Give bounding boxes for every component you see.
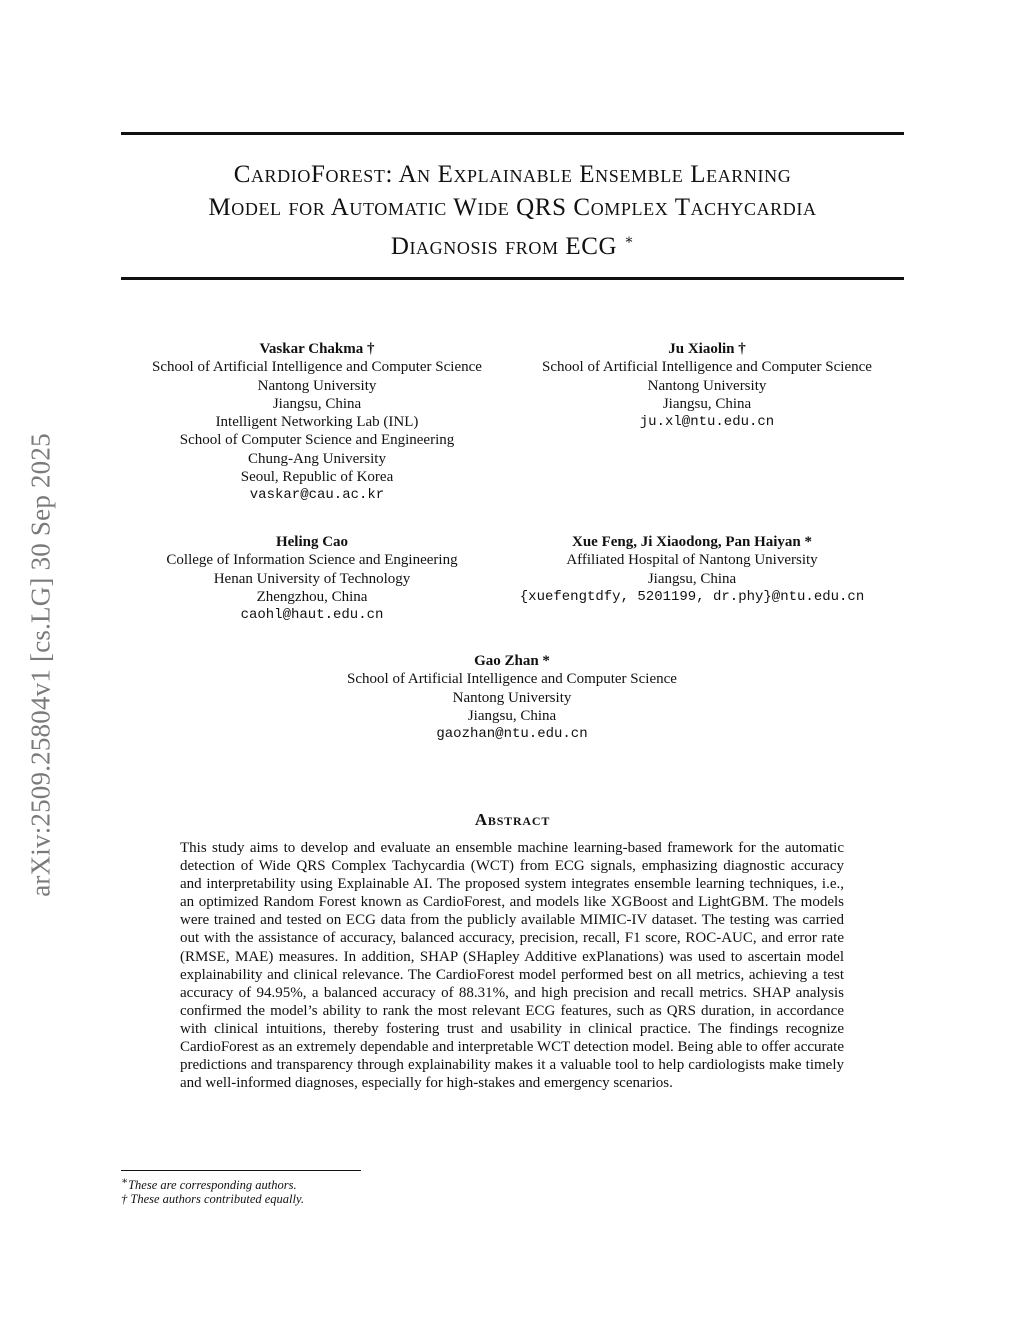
affiliation-line: Jiangsu, China	[272, 395, 362, 412]
author-block-xue-ji-pan	[497, 533, 887, 606]
affiliation-line: College of Information Science and Engineering	[166, 552, 458, 569]
footnote-marker: ∗	[121, 1176, 129, 1187]
title-line-1: CardioForest: An Explainable Ensemble Learning	[233, 161, 792, 188]
affiliation-line: Nantong University	[647, 377, 767, 394]
author-name: Ju Xiaolin †	[668, 341, 746, 357]
affiliation-line: Nantong University	[452, 689, 572, 706]
title-line-3	[121, 224, 904, 263]
author-email[interactable]: vaskar@cau.ac.kr	[249, 487, 385, 504]
author-email[interactable]: ju.xl@ntu.edu.cn	[639, 414, 775, 431]
title-bottom-rule	[121, 277, 904, 280]
author-name: Vaskar Chakma †	[259, 341, 375, 357]
title-top-rule	[121, 132, 904, 135]
affiliation-line: Jiangsu, China	[662, 395, 752, 412]
arxiv-identifier: arXiv:2509.25804v1 [cs.LG] 30 Sep 2025	[25, 433, 56, 897]
affiliation-line: Jiangsu, China	[467, 707, 557, 724]
author-name: Xue Feng, Ji Xiaodong, Pan Haiyan *	[571, 534, 813, 550]
affiliation-line: Zhengzhou, China	[256, 588, 368, 605]
affiliation-line: Chung-Ang University	[248, 450, 386, 467]
affiliation-line: School of Computer Science and Engineering	[179, 432, 455, 449]
author-email[interactable]: caohl@haut.edu.cn	[240, 607, 384, 624]
footnote-corresponding	[121, 1175, 297, 1193]
affiliation-line: Seoul, Republic of Korea	[240, 469, 394, 486]
author-email[interactable]: {xuefengtdfy, 5201199, dr.phy}@ntu.edu.cn	[519, 588, 865, 605]
affiliation-line: Affiliated Hospital of Nantong University	[566, 552, 818, 569]
author-block-gao	[312, 652, 712, 743]
affiliation-line: Henan University of Technology	[213, 570, 411, 587]
paper-title	[121, 158, 904, 263]
title-line-3-text: Diagnosis from ECG	[390, 233, 618, 260]
author-name: Heling Cao	[275, 534, 349, 550]
affiliation-line: Nantong University	[257, 377, 377, 394]
affiliation-line: School of Artificial Intelligence and Computer Science	[152, 359, 482, 376]
affiliation-line: School of Artificial Intelligence and Computer Science	[542, 359, 872, 376]
author-block-chakma	[117, 340, 517, 505]
author-block-cao	[117, 533, 507, 624]
affiliation-line: Intelligent Networking Lab (INL)	[215, 414, 419, 431]
author-email[interactable]: gaozhan@ntu.edu.cn	[436, 726, 588, 743]
footnote-equal-contribution: † These authors contributed equally.	[121, 1192, 304, 1206]
affiliation-line: School of Artificial Intelligence and Computer Science	[347, 671, 677, 688]
abstract-heading: Abstract	[474, 810, 551, 829]
author-name: Gao Zhan *	[474, 653, 550, 669]
abstract-body: This study aims to develop and evaluate an ensemble machine learning-based framework for the automatic detection of Wide QRS Complex Tachycardia (WCT) from ECG signals, emphasizing diagnostic accuracy and interpretability using Explainable AI. The proposed system integrates ensemble learning techniques, i.e., an optimized Random Forest known as CardioForest, and models like XGBoost and LightGBM. The models were trained and tested on ECG data from the publicly available MIMIC-IV dataset. The testing was carried out with the assistance of accuracy, balanced accuracy, precision, recall, F1 score, ROC-AUC, and error rate (RMSE, MAE) measures. In addition, SHAP (SHapley Additive exPlanations) was used to ascertain model explainability and clinical relevance. The CardioForest model performed best on all metrics, achieving a test accuracy of 94.95%, a balanced accuracy of 88.31%, and high precision and recall metrics. SHAP analysis confirmed the model’s ability to rank the most relevant ECG features, such as QRS duration, in accordance with clinical intuitions, thereby fostering trust and usability in clinical practice. The findings recognize CardioForest as an extremely dependable and interpretable WCT detection model. Being able to offer accurate predictions and transparency through explainability makes it a valuable tool to help cardiologists make timely and well-informed diagnoses, especially for high-stakes and emergency scenarios.	[180, 840, 844, 1092]
footnote-corresponding-text: These are corresponding authors.	[128, 1178, 297, 1193]
affiliation-line: Jiangsu, China	[647, 570, 737, 587]
footnote-rule	[121, 1170, 361, 1171]
author-block-ju	[507, 340, 907, 431]
title-footnote-marker: ∗	[624, 233, 635, 248]
title-line-2: Model for Automatic Wide QRS Complex Tachycardia	[208, 194, 817, 221]
